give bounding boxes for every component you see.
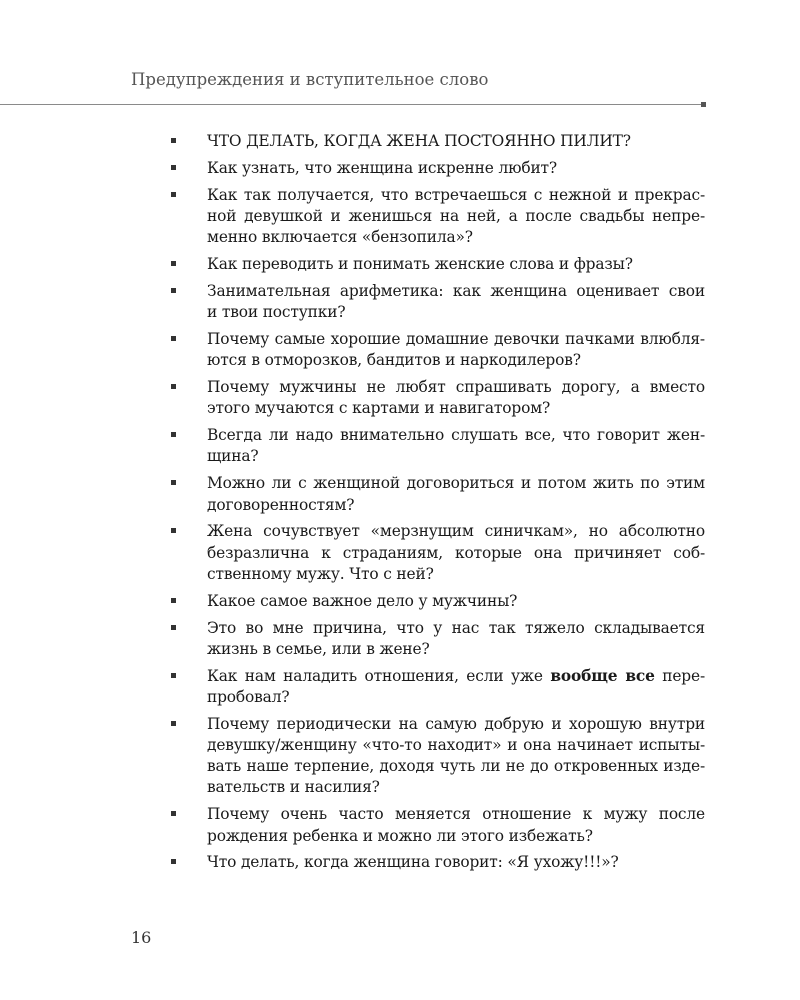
square-bullet-icon <box>171 673 176 678</box>
square-bullet-icon <box>171 480 176 485</box>
square-bullet-icon <box>171 288 176 293</box>
square-bullet-icon <box>171 859 176 864</box>
list-item: Какое самое важное дело у мужчины? <box>171 591 705 612</box>
list-item: Это во мне причина, что у нас так тяжело складывается жизнь в семье, или в жене? <box>171 618 705 660</box>
bold-emphasis: вообще все <box>550 666 655 685</box>
list-item: Почему самые хорошие домашние девочки пачками влюбля- ются в отморозков, бандитов и наркодилеров? <box>171 329 705 371</box>
square-bullet-icon <box>171 336 176 341</box>
list-item: Как нам наладить отношения, если уже вообще все пере- пробовал? <box>171 666 705 708</box>
list-item: Занимательная арифметика: как женщина оценивает свои и твои поступки? <box>171 281 705 323</box>
list-item: Жена сочувствует «мерзнущим синичкам», но абсолютно безразлична к страданиям, которые она причиняет соб- ственному мужу. Что с ней? <box>171 521 705 585</box>
square-bullet-icon <box>171 384 176 389</box>
square-bullet-icon <box>171 138 176 143</box>
list-item: Как переводить и понимать женские слова и фразы? <box>171 254 705 275</box>
page-number: 16 <box>131 928 152 947</box>
square-bullet-icon <box>171 811 176 816</box>
list-item: Почему периодически на самую добрую и хорошую внутри девушку/женщину «что-то находит» и она начинает испыты- вать наше терпение, доходя чуть ли не до откровенных изде- вательств и насилия? <box>171 714 705 799</box>
running-head: Предупреждения и вступительное слово <box>131 70 489 89</box>
list-item: Что делать, когда женщина говорит: «Я ухожу!!!»? <box>171 852 705 873</box>
list-item: Почему очень часто меняется отношение к мужу после рождения ребенка и можно ли этого избежать? <box>171 804 705 846</box>
header-rule-end-mark <box>701 102 706 107</box>
question-list <box>171 131 705 879</box>
square-bullet-icon <box>171 598 176 603</box>
square-bullet-icon <box>171 261 176 266</box>
list-item: Всегда ли надо внимательно слушать все, что говорит жен- щина? <box>171 425 705 467</box>
header-rule <box>0 104 703 105</box>
list-item: Можно ли с женщиной договориться и потом жить по этим договоренностям? <box>171 473 705 515</box>
square-bullet-icon <box>171 721 176 726</box>
square-bullet-icon <box>171 625 176 630</box>
list-item: Как так получается, что встречаешься с нежной и прекрас- ной девушкой и женишься на ней, а после свадьбы непре- менно включается «бензопила»? <box>171 185 705 249</box>
square-bullet-icon <box>171 192 176 197</box>
square-bullet-icon <box>171 165 176 170</box>
list-item: Почему мужчины не любят спрашивать дорогу, а вместо этого мучаются с картами и навигатором? <box>171 377 705 419</box>
list-item: ЧТО ДЕЛАТЬ, КОГДА ЖЕНА ПОСТОЯННО ПИЛИТ? <box>171 131 705 152</box>
list-item: Как узнать, что женщина искренне любит? <box>171 158 705 179</box>
square-bullet-icon <box>171 528 176 533</box>
square-bullet-icon <box>171 432 176 437</box>
mixed-emphasis-line: Как нам наладить отношения, если уже вообще все пере- <box>207 666 705 685</box>
